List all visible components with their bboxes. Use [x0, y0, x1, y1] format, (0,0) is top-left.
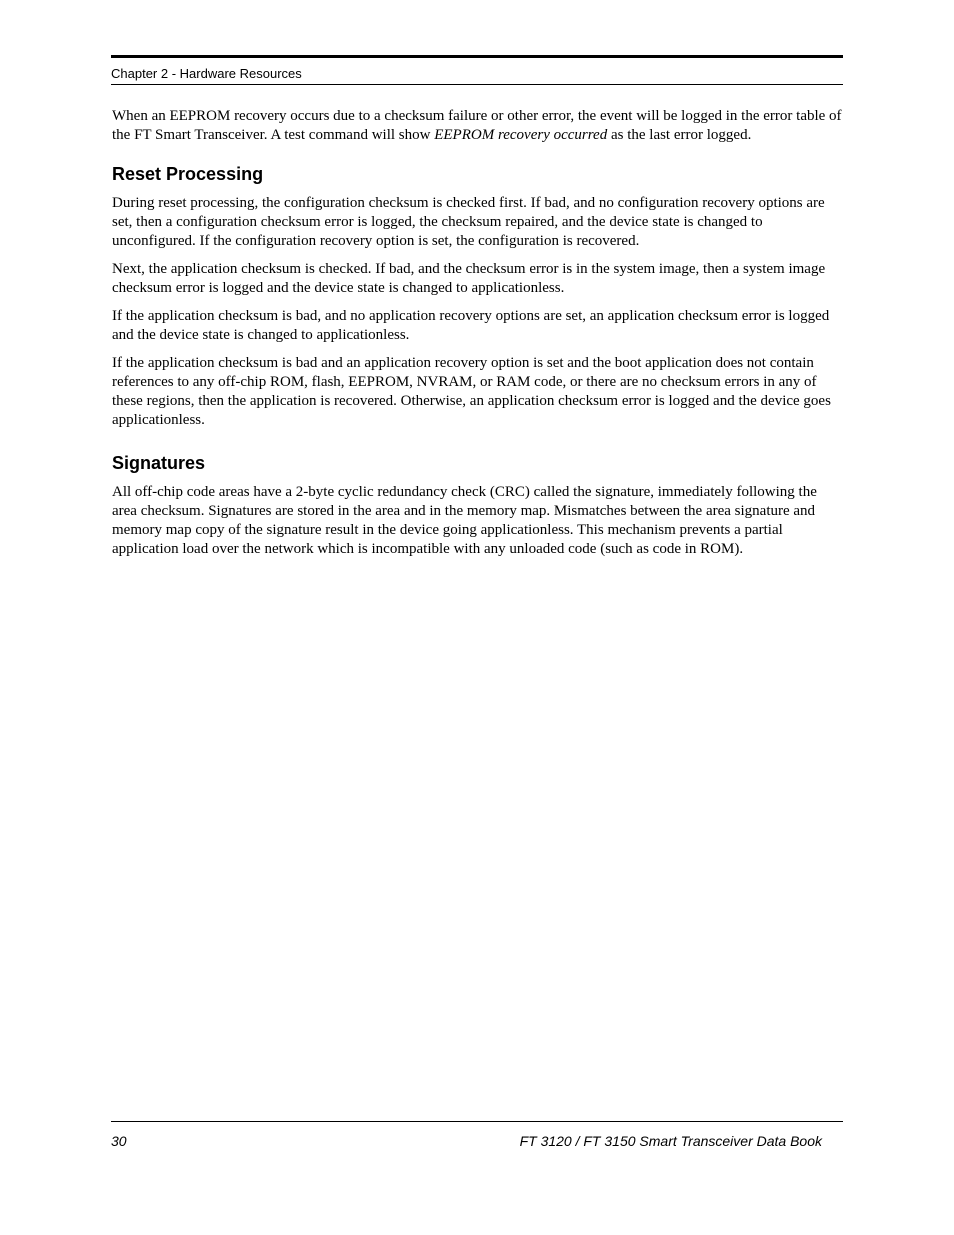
book-title: FT 3120 / FT 3150 Smart Transceiver Data Book	[519, 1133, 822, 1149]
running-head: Chapter 2 - Hardware Resources	[111, 66, 302, 81]
footer-rule	[111, 1121, 843, 1122]
body-paragraph: During reset processing, the configuration checksum is checked first. If bad, and no configuration recovery options are set, then a configuration checksum error is logged, the checksum repaired, and the device state is changed to unconfigured. If the configuration recovery option is set, the configuration is recovered.	[112, 195, 825, 249]
body-paragraph: If the application checksum is bad, and no application recovery options are set, an application checksum error is logged and the device state is changed to applicationless.	[112, 308, 830, 343]
page-number: 30	[111, 1133, 127, 1149]
section-heading-signatures: Signatures	[112, 453, 206, 473]
body-paragraph: If the application checksum is bad and an application recovery option is set and the boot application does not contain references to any off-chip ROM, flash, EEPROM, NVRAM, or RAM code, or there are no checksum errors in any of these regions, then the application is recovered. Otherwise, an application checksum error is logged and the device goes applicationless.	[112, 355, 831, 428]
intro-emphasis: EEPROM recovery occurred	[434, 127, 608, 143]
body-paragraph: Next, the application checksum is checked. If bad, and the checksum error is in the system image, then a system image checksum error is logged and the device state is changed to applicationless.	[112, 261, 826, 296]
intro-text-before: When an EEPROM recovery occurs due to a checksum failure or other error, the event will be logged in the error table of the FT Smart Transceiver. A test command will show	[112, 108, 842, 143]
body-paragraph: All off-chip code areas have a 2-byte cyclic redundancy check (CRC) called the signature, immediately following the area checksum. Signatures are stored in the area and in the memory map. Mismatches between the area signature and memory map copy of the signature result in the device going applicationless. This mechanism prevents a partial application load over the network which is incompatible with any unloaded code (such as code in ROM).	[112, 484, 817, 557]
page-body	[112, 107, 844, 568]
intro-paragraph	[112, 107, 844, 145]
intro-text-after: as the last error logged.	[607, 127, 752, 143]
top-rule	[111, 55, 843, 58]
section-heading-reset-processing: Reset Processing	[112, 164, 264, 184]
header-rule	[111, 84, 843, 85]
